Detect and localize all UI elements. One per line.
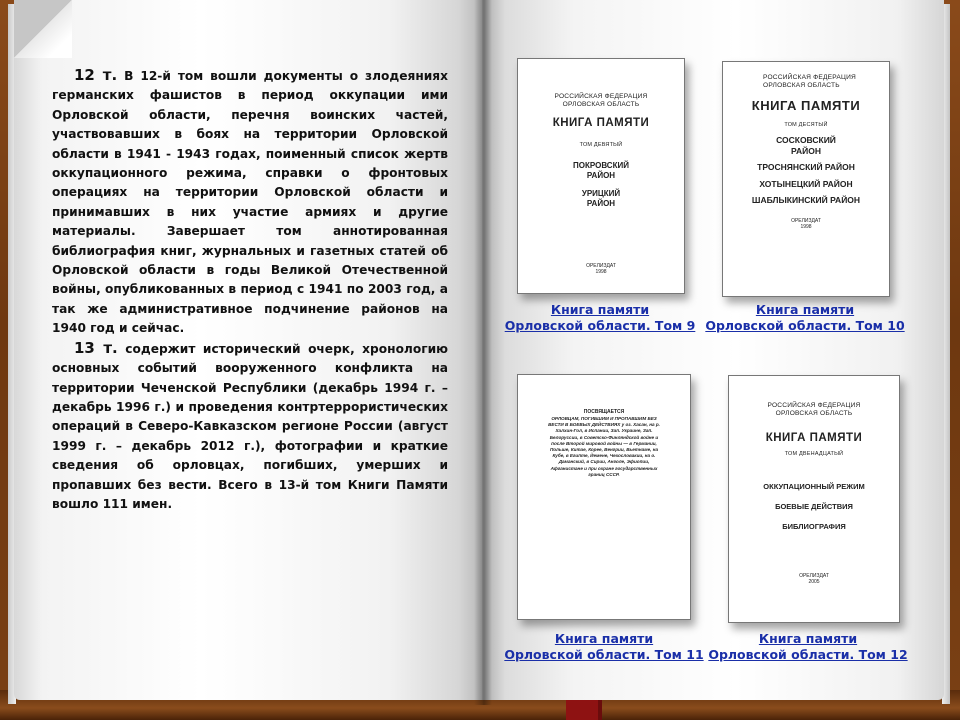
book-link-volume-9[interactable]	[500, 302, 700, 334]
cover-year: 2005	[808, 579, 820, 585]
bookmark-ribbon	[566, 700, 602, 720]
cover-district-4: ШАБЛЫКИНСКИЙ РАЙОН	[751, 195, 861, 205]
book-link-title[interactable]: Книга памяти	[550, 302, 650, 317]
cover-volume: ТОМ ДЕВЯТЫЙ	[579, 142, 623, 148]
book-link-volume-11[interactable]	[504, 631, 704, 663]
cover-district-2: ТРОСНЯНСКИЙ РАЙОН	[757, 162, 855, 172]
book-link-title[interactable]: Книга памяти	[758, 631, 858, 646]
book-link-title[interactable]: Книга памяти	[755, 302, 855, 317]
cover-header-country: РОССИЙСКАЯ ФЕДЕРАЦИЯ	[554, 93, 648, 100]
cover-header-country: РОССИЙСКАЯ ФЕДЕРАЦИЯ	[767, 402, 861, 409]
paragraph-volume-13	[52, 339, 448, 515]
volume-descriptions	[52, 66, 448, 514]
cover-district-1: ПОКРОВСКИЙ РАЙОН	[573, 161, 629, 180]
cover-volume: ТОМ ДЕСЯТЫЙ	[784, 122, 828, 128]
cover-dedication-text: ОРЛОВЦАМ, ПОГИБШИМ И ПРОПАВШИМ БЕЗ ВЕСТИ В БОЕВЫХ ДЕЙСТВИЯХ у оз. Хасан, на р. Халхин-Гол, в Испании, Зап. Украине, Зап. Белоруссии, в Советско-Финляндской войне и после Второй мировой войны — в Германии, Польше, Китае, Корее, Венгрии, Вьетнаме, на Кубе, в Египте, Йемене, Чехословакии, на о. Даманский, в Сирии, Анголе, Эфиопии, Афганистане и при охране государственных границ СССР.	[548, 416, 660, 477]
cover-publisher: ОРЕЛИЗДАТ	[799, 573, 829, 579]
cover-publisher: ОРЕЛИЗДАТ	[791, 217, 821, 224]
cover-dedication-title: ПОСВЯЩАЕТСЯ	[583, 409, 625, 415]
book-link-volume-10[interactable]	[705, 302, 905, 334]
volume-12-text: В 12-й том вошли документы о злодеяниях германских фашистов в период оккупации ими Орловской области, перечня воинских частей, участвовавших в боях на территории Орловской области в 1941 - 1943 годах, поименный список жертв оккупационного режима, справки о фронтовых операциях на территории Орловской области и принимавших в них участие армиях и другие материалы. Завершает том аннотированная библиография книг, журнальных и газетных статей об Орловской области в годы Великой Отечественной войны, опубликованных в период с 1941 по 2003 год, а так же административное подчинение районов на 1940 год и сейчас.	[52, 69, 448, 336]
cover-district-2: УРИЦКИЙ РАЙОН	[581, 189, 621, 208]
volume-12-lead: 12 т.	[74, 66, 118, 84]
book-link-subtitle[interactable]: Орловской области. Том 11	[504, 647, 704, 662]
cover-header-region: ОРЛОВСКАЯ ОБЛАСТЬ	[775, 410, 853, 417]
cover-year: 1998	[800, 223, 812, 230]
book-cover-volume-10[interactable]	[722, 61, 890, 297]
cover-header-region: ОРЛОВСКАЯ ОБЛАСТЬ	[562, 101, 640, 108]
book-link-subtitle[interactable]: Орловской области. Том 12	[708, 647, 908, 662]
book-link-title[interactable]: Книга памяти	[554, 631, 654, 646]
cover-header-region: ОРЛОВСКАЯ ОБЛАСТЬ	[763, 82, 840, 89]
cover-district-3: ХОТЫНЕЦКИЙ РАЙОН	[759, 178, 853, 189]
cover-publisher: ОРЕЛИЗДАТ	[586, 263, 616, 269]
volume-13-text: содержит исторический очерк, хронологию основных событий вооруженного конфликта на территории Чеченской Республики (декабрь 1994 г. – декабрь 1996 г.) и проведения контртеррористических операций в Северо-Кавказском регионе России (август 1999 г. – декабрь 2012 г.), фотографии и краткие сведения об орловцах, погибших, умерших и пропавших без вести. Всего в 13-й том Книги Памяти вошло 111 имен.	[52, 341, 448, 511]
book-spine	[474, 0, 492, 705]
cover-topic-1: ОККУПАЦИОННЫЙ РЕЖИМ	[763, 482, 865, 491]
paragraph-volume-12	[52, 66, 448, 339]
cover-year: 1998	[595, 269, 607, 275]
book-link-volume-12[interactable]	[708, 631, 908, 663]
book-cover-volume-12[interactable]	[728, 375, 900, 623]
cover-district-1: СОСКОВСКИЙ РАЙОН	[776, 135, 836, 156]
cover-title: КНИГА ПАМЯТИ	[751, 98, 861, 113]
cover-header-country: РОССИЙСКАЯ ФЕДЕРАЦИЯ	[763, 74, 856, 81]
volume-13-lead: 13 т.	[74, 338, 118, 357]
book-link-subtitle[interactable]: Орловской области. Том 9	[504, 318, 696, 333]
book-cover-volume-9[interactable]	[517, 58, 685, 294]
page-corner-fold	[14, 0, 72, 58]
cover-topic-2: БОЕВЫЕ ДЕЙСТВИЯ	[775, 502, 853, 511]
cover-topic-3: БИБЛИОГРАФИЯ	[782, 522, 846, 531]
cover-volume: ТОМ ДВЕНАДЦАТЫЙ	[784, 451, 844, 457]
cover-title: КНИГА ПАМЯТИ	[552, 117, 650, 129]
cover-title: КНИГА ПАМЯТИ	[765, 432, 863, 444]
book-link-subtitle[interactable]: Орловской области. Том 10	[705, 318, 905, 333]
book-cover-volume-11[interactable]	[517, 374, 691, 620]
